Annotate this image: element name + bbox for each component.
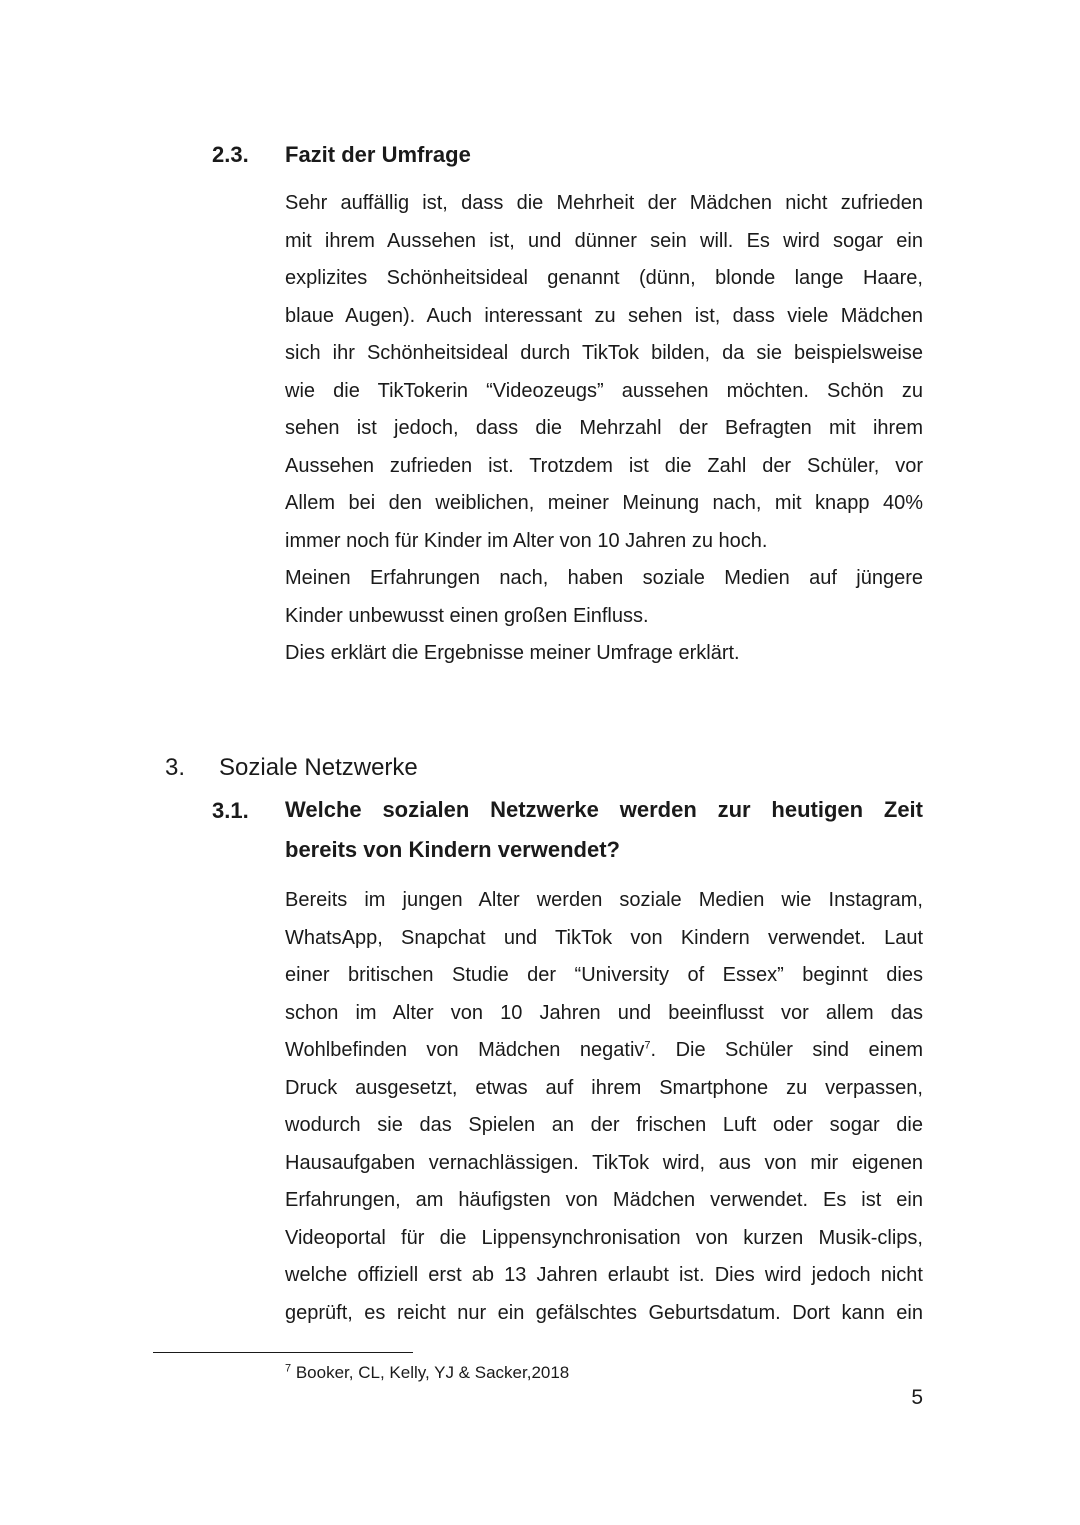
section-3-1-body <box>285 882 923 1332</box>
section-2-3-title: Fazit der Umfrage <box>285 142 471 167</box>
body-line: Erfahrungen, am häufigsten von Mädchen verwendet. Es ist ein <box>285 1189 923 1211</box>
body-line: einer britischen Studie der “University of Essex” beginnt dies <box>285 964 923 986</box>
body-line: schon im Alter von 10 Jahren und beeinflusst vor allem das <box>285 1001 923 1024</box>
body-text: Wohlbefinden von Mädchen negativ <box>285 1039 645 1061</box>
footnote <box>285 1363 569 1383</box>
section-3-title: Soziale Netzwerke <box>219 754 418 781</box>
section-3-1-title <box>285 790 923 870</box>
footnote-text: Booker, CL, Kelly, YJ & Sacker,2018 <box>291 1363 570 1382</box>
body-line: Allem bei den weiblichen, meiner Meinung nach, mit knapp 40% <box>285 492 923 514</box>
footnote-marker: 7 <box>285 1362 292 1375</box>
body-line: sehen ist jedoch, dass die Mehrzahl der Befragten mit ihrem <box>285 417 923 439</box>
footnote-reference[interactable]: 7 <box>644 1039 651 1052</box>
body-line: Videoportal für die Lippensynchronisation von kurzen Musik-clips, <box>285 1226 923 1249</box>
section-2-3-body <box>285 185 923 673</box>
body-line: mit ihrem Aussehen ist, und dünner sein will. Es wird sogar ein <box>285 229 923 252</box>
body-line: Sehr auffällig ist, dass die Mehrheit der Mädchen nicht zufrieden <box>285 192 923 214</box>
body-line: Bereits im jungen Alter werden soziale Medien wie Instagram, <box>285 889 923 911</box>
body-line: explizites Schönheitsideal genannt (dünn, blonde lange Haare, <box>285 267 923 289</box>
body-line: Kinder unbewusst einen großen Einfluss. <box>285 604 649 627</box>
body-line: Dies erklärt die Ergebnisse meiner Umfrage erklärt. <box>285 642 740 664</box>
body-text: . Die Schüler sind einem <box>650 1039 923 1061</box>
body-line: WhatsApp, Snapchat und TikTok von Kindern verwendet. Laut <box>285 926 923 949</box>
section-2-3-number: 2.3. <box>212 142 249 167</box>
body-line: immer noch für Kinder im Alter von 10 Jahren zu hoch. <box>285 529 768 552</box>
body-line: sich ihr Schönheitsideal durch TikTok bilden, da sie beispielsweise <box>285 342 923 364</box>
body-line: blaue Augen). Auch interessant zu sehen ist, dass viele Mädchen <box>285 304 923 327</box>
body-line: wodurch sie das Spielen an der frischen Luft oder sogar die <box>285 1114 923 1136</box>
page-number: 5 <box>911 1386 923 1409</box>
body-line: Meinen Erfahrungen nach, haben soziale Medien auf jüngere <box>285 567 923 589</box>
body-line: Aussehen zufrieden ist. Trotzdem ist die Zahl der Schüler, vor <box>285 454 923 477</box>
body-line: welche offiziell erst ab 13 Jahren erlaubt ist. Dies wird jedoch nicht <box>285 1264 923 1286</box>
section-3-1-title-line: bereits von Kindern verwendet? <box>285 837 620 862</box>
body-line: wie die TikTokerin “Videozeugs” aussehen möchten. Schön zu <box>285 379 923 402</box>
body-line: Hausaufgaben vernachlässigen. TikTok wird, aus von mir eigenen <box>285 1151 923 1174</box>
body-line: geprüft, es reicht nur ein gefälschtes Geburtsdatum. Dort kann ein <box>285 1301 923 1324</box>
body-line-with-footnote-ref <box>285 1032 923 1070</box>
section-3-1-number: 3.1. <box>212 798 249 823</box>
footnote-separator <box>153 1352 413 1353</box>
section-3-1-title-line: Welche sozialen Netzwerke werden zur heutigen Zeit <box>285 797 923 822</box>
body-line: Druck ausgesetzt, etwas auf ihrem Smartphone zu verpassen, <box>285 1076 923 1099</box>
section-3-number: 3. <box>165 754 186 781</box>
